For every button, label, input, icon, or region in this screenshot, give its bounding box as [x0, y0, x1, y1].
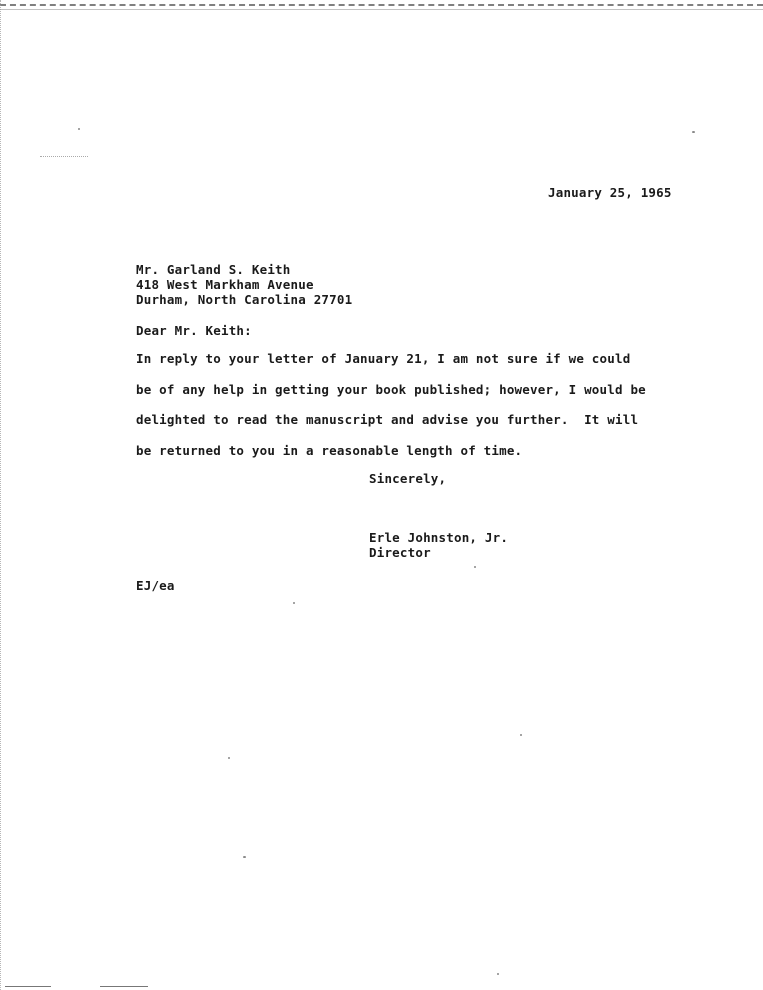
scan-bottom-mark [100, 986, 148, 987]
body-line: delighted to read the manuscript and advise you further. It will [136, 412, 639, 427]
scan-speck [243, 856, 246, 858]
scan-left-edge [0, 0, 3, 990]
body-line: be returned to you in a reasonable length of time. [136, 443, 523, 458]
recipient-name: Mr. Garland S. Keith [136, 262, 291, 277]
reference-initials: EJ/ea [136, 578, 175, 593]
scan-speck [692, 131, 695, 133]
scan-speck [228, 757, 230, 759]
faint-scan-mark [40, 156, 88, 157]
body-line: be of any help in getting your book published; however, I would be [136, 382, 646, 397]
scan-top-line [0, 9, 763, 10]
salutation: Dear Mr. Keith: [136, 323, 252, 338]
letter-date: January 25, 1965 [548, 185, 672, 200]
scan-speck [474, 566, 476, 568]
scan-top-border [0, 4, 763, 6]
scan-speck [78, 128, 80, 130]
signer-name: Erle Johnston, Jr. [369, 530, 509, 545]
signer-title: Director [369, 545, 431, 560]
scan-speck [497, 973, 499, 975]
scan-speck [293, 602, 295, 604]
closing: Sincerely, [369, 471, 447, 486]
body-line: In reply to your letter of January 21, I am not sure if we could [136, 351, 631, 366]
recipient-city: Durham, North Carolina 27701 [136, 292, 353, 307]
recipient-street: 418 West Markham Avenue [136, 277, 314, 292]
scan-bottom-mark [5, 986, 51, 987]
scan-speck [520, 734, 522, 736]
